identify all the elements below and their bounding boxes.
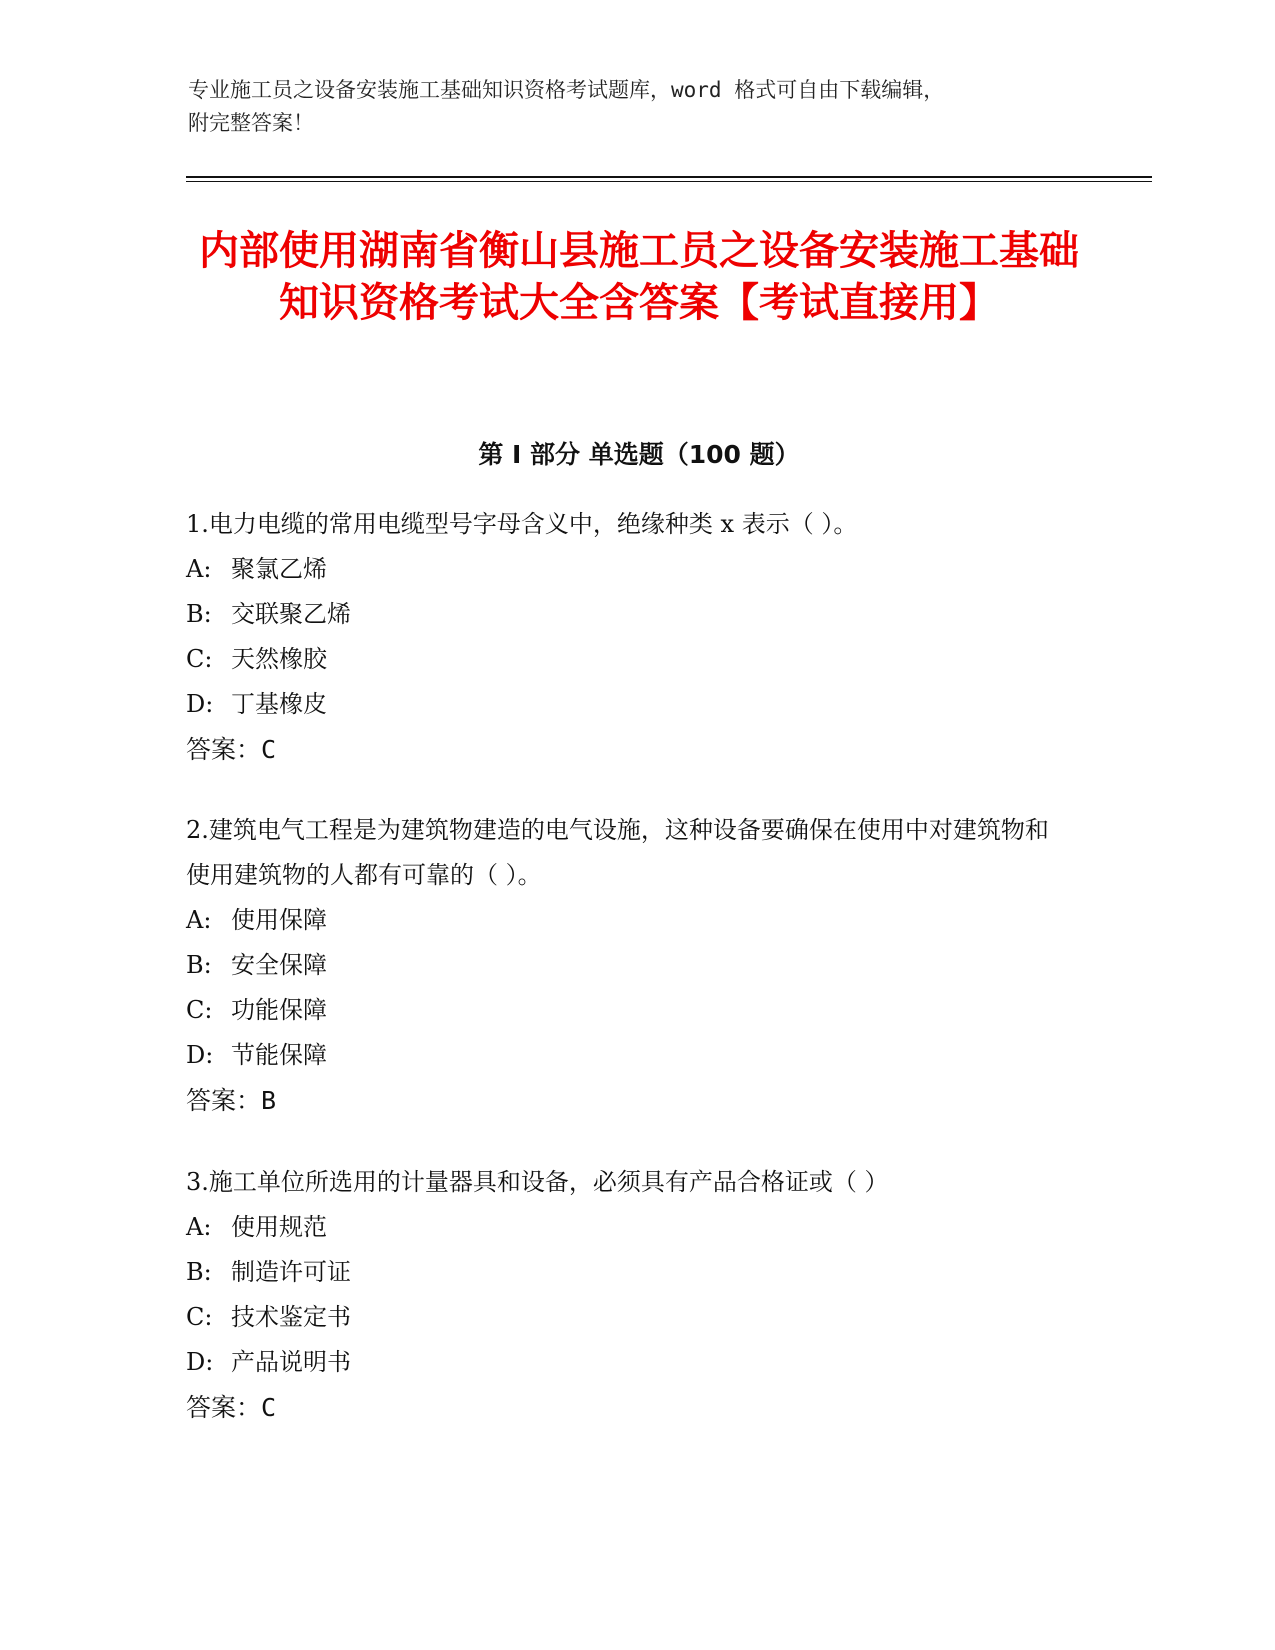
answer-line bbox=[186, 1385, 1066, 1430]
header-note-line-2: 附完整答案！ bbox=[188, 111, 314, 135]
section-title: 第 I 部分 单选题（100 题） bbox=[478, 440, 800, 469]
option-letter: D: bbox=[186, 1041, 214, 1069]
option-text: 安全保障 bbox=[231, 951, 327, 979]
header-note bbox=[188, 74, 1088, 140]
question-stem: 1.电力电缆的常用电缆型号字母含义中，绝缘种类 x 表示（ ）。 bbox=[186, 510, 858, 538]
option-text: 天然橡胶 bbox=[231, 645, 327, 673]
header-note-line-1: 专业施工员之设备安装施工基础知识资格考试题库，word 格式可自由下载编辑， bbox=[188, 78, 945, 102]
option-text: 使用保障 bbox=[231, 906, 327, 934]
header-divider-thin bbox=[186, 181, 1152, 182]
option-d bbox=[186, 1033, 1066, 1078]
option-letter: C: bbox=[186, 996, 213, 1024]
option-text: 交联聚乙烯 bbox=[231, 600, 351, 628]
option-letter: B: bbox=[186, 951, 212, 979]
option-text: 技术鉴定书 bbox=[231, 1303, 351, 1331]
option-a bbox=[186, 547, 1066, 592]
option-letter: A: bbox=[186, 1213, 212, 1241]
answer-line bbox=[186, 1078, 1066, 1123]
option-b bbox=[186, 1250, 1066, 1295]
answer-value: C bbox=[261, 1393, 277, 1422]
answer-label: 答案： bbox=[186, 735, 262, 764]
answer-line bbox=[186, 727, 1066, 772]
option-text: 制造许可证 bbox=[231, 1258, 351, 1286]
question-1 bbox=[186, 502, 1066, 772]
option-c bbox=[186, 637, 1066, 682]
question-stem: 2.建筑电气工程是为建筑物建造的电气设施，这种设备要确保在使用中对建筑物和使用建筑物的人都有可靠的（ ）。 bbox=[186, 816, 1049, 889]
option-d bbox=[186, 1340, 1066, 1385]
option-a bbox=[186, 1205, 1066, 1250]
option-text: 使用规范 bbox=[231, 1213, 327, 1241]
option-d bbox=[186, 682, 1066, 727]
option-letter: B: bbox=[186, 1258, 212, 1286]
option-letter: A: bbox=[186, 555, 212, 583]
answer-label: 答案： bbox=[186, 1086, 262, 1115]
option-a bbox=[186, 898, 1066, 943]
question-3 bbox=[186, 1160, 1066, 1430]
document-title: 内部使用湖南省衡山县施工员之设备安装施工基础知识资格考试大全含答案【考试直接用】 bbox=[199, 228, 1079, 326]
option-b bbox=[186, 592, 1066, 637]
option-c bbox=[186, 988, 1066, 1033]
option-text: 产品说明书 bbox=[231, 1348, 351, 1376]
option-b bbox=[186, 943, 1066, 988]
option-letter: D: bbox=[186, 690, 214, 718]
option-text: 聚氯乙烯 bbox=[231, 555, 327, 583]
option-letter: C: bbox=[186, 645, 213, 673]
header-divider-thick bbox=[186, 176, 1152, 178]
option-letter: A: bbox=[186, 906, 212, 934]
option-text: 功能保障 bbox=[231, 996, 327, 1024]
option-c bbox=[186, 1295, 1066, 1340]
question-stem: 3.施工单位所选用的计量器具和设备，必须具有产品合格证或（ ） bbox=[186, 1168, 889, 1196]
answer-value: B bbox=[261, 1086, 277, 1115]
option-text: 节能保障 bbox=[231, 1041, 327, 1069]
option-text: 丁基橡皮 bbox=[231, 690, 327, 718]
option-letter: D: bbox=[186, 1348, 214, 1376]
option-letter: C: bbox=[186, 1303, 213, 1331]
answer-label: 答案： bbox=[186, 1393, 262, 1422]
question-2 bbox=[186, 808, 1066, 1123]
answer-value: C bbox=[261, 735, 277, 764]
option-letter: B: bbox=[186, 600, 212, 628]
